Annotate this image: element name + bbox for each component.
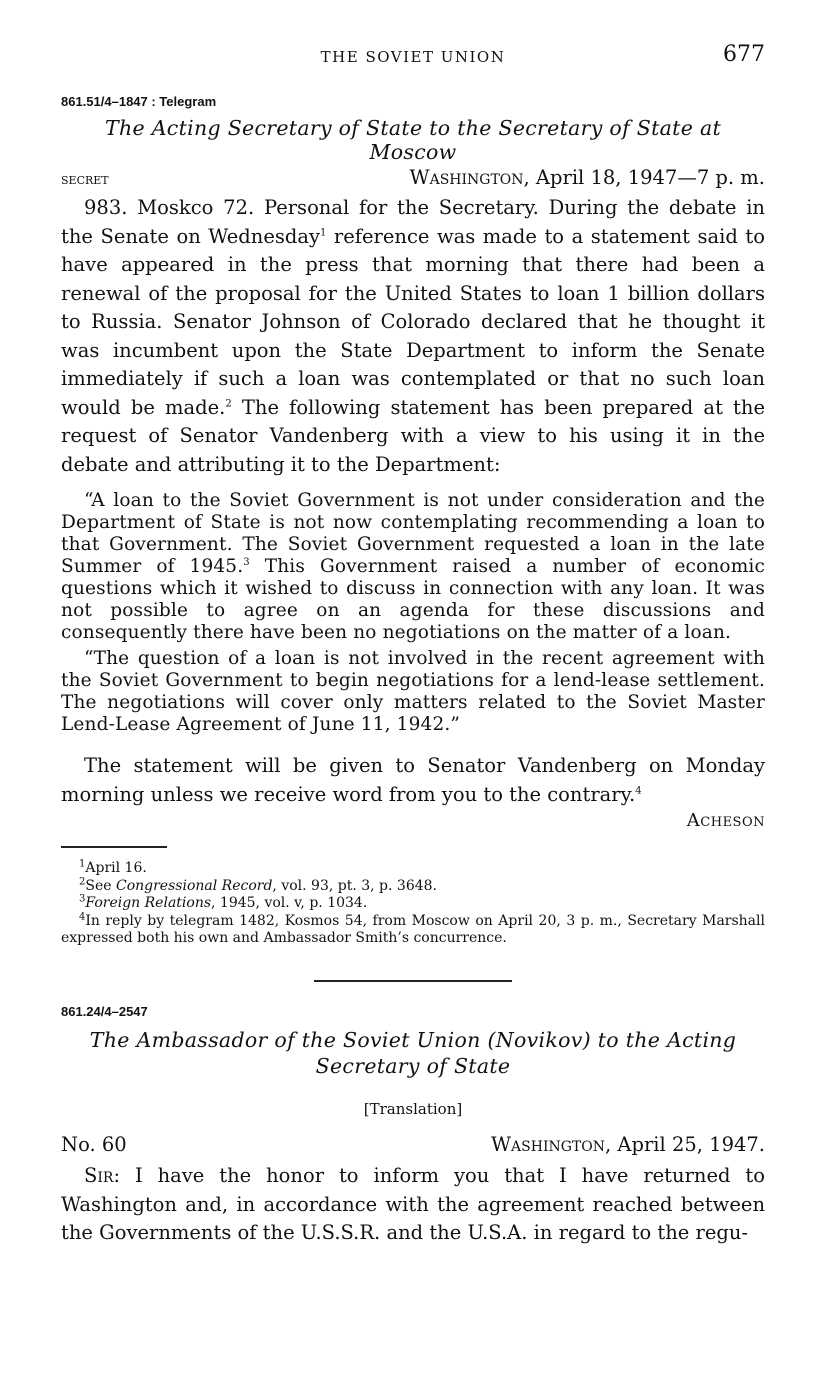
section-rule	[61, 980, 765, 982]
footnote-ref-1: 1	[320, 227, 327, 238]
footnote-divider	[61, 846, 167, 848]
doc2-paragraph-1	[61, 1162, 765, 1248]
doc1-dateline	[410, 166, 765, 189]
doc1-para1-text-c: The following statement has been prepared at the request of Senator Vandenberg with a view to his using it in the debate and attributing it to the Department:	[61, 395, 765, 476]
section-divider	[314, 980, 512, 982]
footnote-number: 4	[79, 910, 86, 922]
doc1-quote-2: “The question of a loan is not involved in the recent agreement with the Soviet Government to begin negotiations for a lend-lease settlement. The negotiations will cover only matters related to the Soviet Master Lend-Lease Agreement of June 11, 1942.”	[61, 648, 765, 735]
doc1-quote1-text-a: “A loan to the Soviet Government is not under consideration and the Department of State is not now contemplating recommending a loan to that Government. The Soviet Government requested a loan in the late Summer of 1945.	[61, 490, 765, 577]
running-head	[61, 42, 765, 70]
footnote-ref-4: 4	[635, 785, 642, 796]
doc1-para1-text-b: reference was made to a statement said to have appeared in the press that morning that there had been a renewal of the proposal for the United States to loan 1 billion dollars to Russia. Senator Johnson of Colorado declared that he thought it was incumbent upon the State Department to inform the Senate immediately if such a loan was contemplated or that no such loan would be made.	[61, 224, 765, 419]
doc2-dateline	[491, 1133, 765, 1156]
footnote-2	[61, 875, 765, 896]
page-number: 677	[723, 42, 765, 67]
footnote-4	[61, 910, 765, 948]
doc1-para2-text: The statement will be given to Senator Vandenberg on Monday morning unless we receive word from you to the contrary.	[61, 754, 765, 806]
doc2-number: No. 60	[61, 1133, 127, 1156]
footnote-text: See	[85, 877, 116, 894]
footnote-citation-title: Foreign Relations	[85, 895, 212, 911]
doc2-para1-text: : I have the honor to inform you that I have returned to Washington and, in accordance with the agreement reached between the Governments of the U.S.S.R. and the U.S.A. in regard to the regu-	[61, 1164, 765, 1244]
doc1-header-row	[61, 166, 765, 189]
doc2-header-row	[61, 1133, 765, 1156]
footnote-1	[61, 860, 765, 878]
doc1-paragraph-2	[61, 752, 765, 809]
footnotes	[61, 860, 765, 948]
footnote-text: In reply by telegram 1482, Kosmos 54, from Moscow on April 20, 3 p. m., Secretary Marshall expressed both his own and Ambassador Smith’s concurrence.	[61, 912, 765, 946]
doc2-dateline-date: , April 25, 1947.	[605, 1133, 765, 1156]
footnote-rule	[61, 846, 765, 848]
footnote-number: 2	[79, 875, 86, 887]
footnote-text: , 1945, vol. v, p. 1034.	[211, 895, 368, 911]
doc1-quote1-text-b: This Government raised a number of economic questions which it wished to discuss in connection with any loan. It was not possible to agree on an agenda for these discussions and consequently there have been no negotiations on the matter of a loan.	[61, 556, 765, 643]
doc2-dateline-place: Washington	[491, 1133, 605, 1156]
running-title: THE SOVIET UNION	[320, 48, 506, 66]
doc1-title: The Acting Secretary of State to the Secretary of State at Moscow	[104, 116, 722, 164]
footnote-text: April 16.	[85, 860, 147, 876]
doc2-file-ref: 861.24/4–2547	[61, 1004, 148, 1019]
classification: secret	[61, 170, 109, 188]
footnote-number: 3	[79, 893, 86, 905]
signature: Acheson	[686, 810, 765, 831]
footnote-text: , vol. 93, pt. 3, p. 3648.	[272, 877, 437, 894]
footnote-citation-title: Congressional Record	[116, 877, 273, 894]
footnote-number: 1	[79, 858, 86, 870]
doc1-dateline-date: , April 18, 1947—7 p. m.	[523, 166, 765, 189]
doc1-para1-text-a: 983. Moskco 72. Personal for the Secretary. During the debate in the Senate on Wednesday	[61, 196, 765, 248]
doc2-title-line-1: The Ambassador of the Soviet Union (Novikov) to the Acting	[89, 1028, 737, 1052]
footnote-3	[61, 895, 765, 913]
footnote-ref-3: 3	[243, 556, 250, 568]
doc1-quote-1	[61, 490, 765, 644]
doc1-file-ref: 861.51/4–1847 : Telegram	[61, 94, 217, 109]
doc1-dateline-place: Washington	[409, 166, 524, 189]
translation-note: [Translation]	[363, 1100, 463, 1118]
footnote-ref-2: 2	[225, 398, 232, 409]
doc2-title-line-2: Secretary of State	[315, 1054, 511, 1078]
doc1-paragraph-1	[61, 194, 765, 479]
salutation: Sir	[84, 1164, 114, 1187]
